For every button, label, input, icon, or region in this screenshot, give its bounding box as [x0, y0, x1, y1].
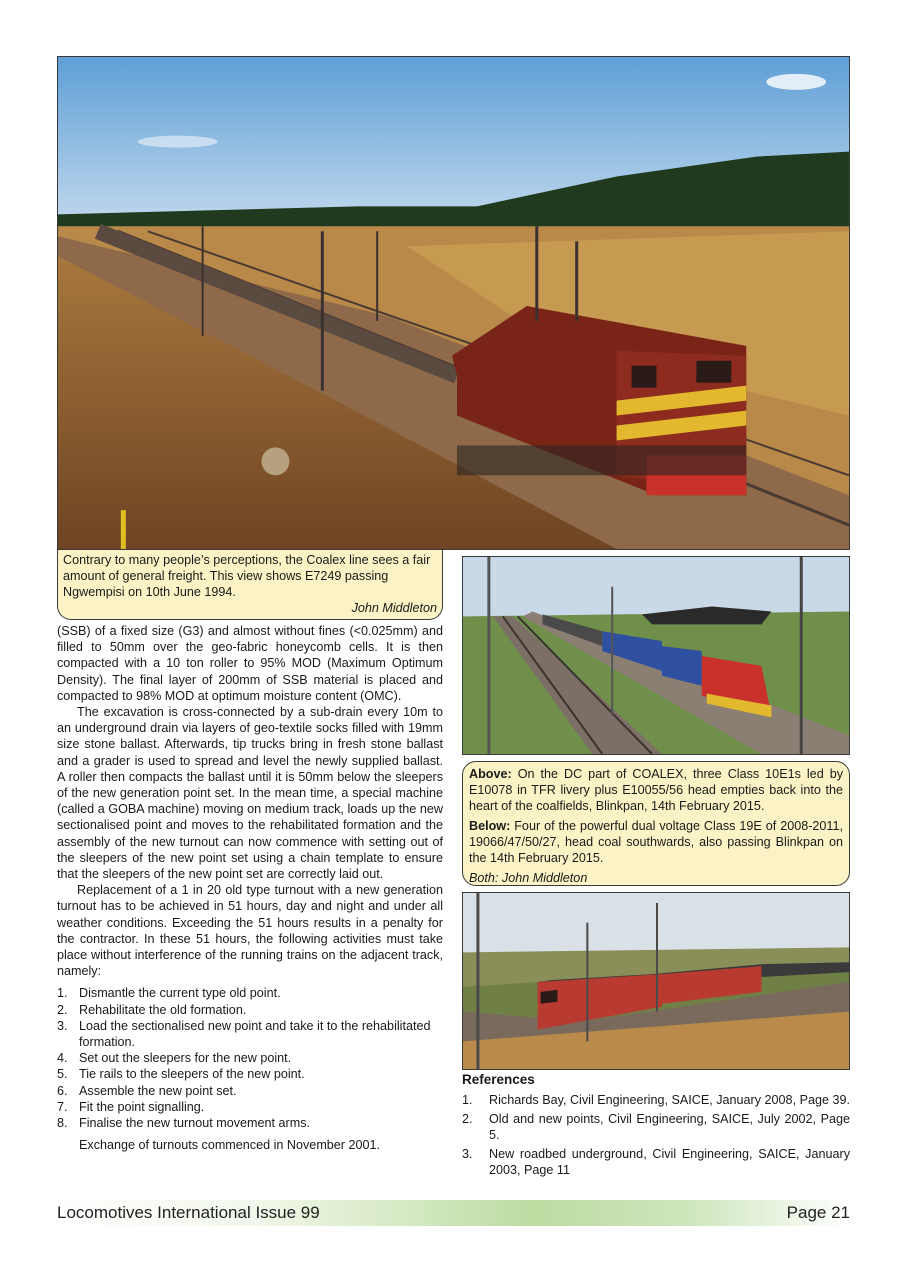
caption-right-credit: Both: John Middleton — [469, 871, 588, 885]
caption-below-text: Four of the powerful dual voltage Class 19E of 2008-2011, 19066/47/50/27, head coal southwards, also passing Blinkpan on the 14th February 2015. — [469, 819, 843, 865]
footer-page-number: Page 21 — [786, 1203, 850, 1222]
caption-below — [469, 818, 843, 866]
body-paragraph-3: Replacement of a 1 in 20 old type turnout with a new generation turnout has to be achieved in 51 hours, day and night and under all weather conditions. Exceeding the 51 hours results in a penalty for the contractor. In these 51 hours, the following activities must take place without interference of the running trains on the adjacent track, namely: — [57, 883, 443, 979]
list-item: 1. Dismantle the current type old point. — [57, 986, 281, 1001]
photo-top-right — [462, 556, 850, 755]
list-item: 3. Load the sectionalised new point and take it to the rehabilitated formation. — [57, 1018, 431, 1050]
photo-top-right-image — [463, 557, 849, 754]
caption-above-text: On the DC part of COALEX, three Class 10E1s led by E10078 in TFR livery plus E10055/56 head empties back into the heart of the coalfields, Blinkpan, 14th February 2015. — [469, 767, 843, 813]
photo-main — [57, 56, 850, 550]
list-item: 6. Assemble the new point set. — [57, 1083, 237, 1098]
body-paragraph-1: (SSB) of a fixed size (G3) and almost without fines (<0.025mm) and filled to 50mm over the geo-fabric honeycomb cells. It is then compacted with a 10 ton roller to 95% MOD (Maximum Optimum Density). The final layer of 200mm of SSB material is placed and compacted to 98% MOD at optimum moisture content (OMC). — [57, 624, 443, 703]
list-item: 7. Fit the point signalling. — [57, 1099, 205, 1114]
photo-bottom-right-image — [463, 893, 849, 1069]
caption-main-credit: John Middleton — [351, 601, 437, 615]
list-item: 4. Set out the sleepers for the new point. — [57, 1051, 292, 1066]
reference-item: 3. New roadbed underground, Civil Engineering, SAICE, January 2003, Page 11 — [462, 1147, 850, 1177]
caption-right — [462, 761, 850, 886]
caption-above — [469, 766, 843, 814]
list-item: 5. Tie rails to the sleepers of the new point. — [57, 1067, 305, 1082]
list-item: 8. Finalise the new turnout movement arms. — [57, 1116, 310, 1131]
references-list — [462, 1092, 850, 1178]
page-footer — [57, 1200, 850, 1226]
references — [462, 1072, 850, 1181]
caption-below-label: Below: — [469, 819, 511, 833]
caption-above-label: Above: — [469, 767, 512, 781]
caption-main — [57, 550, 443, 620]
article-body — [57, 623, 443, 1154]
activity-list — [57, 985, 443, 1131]
body-paragraph-2: The excavation is cross-connected by a sub-drain every 10m to an underground drain via layers of geo-textile socks filled with 19mm size stone ballast. Afterwards, tip trucks bring in fresh stone ballast and a grader is used to spread and level the newly supplied ballast. A roller then compacts the ballast until it is 50mm below the sleepers of the new generation point set. In the mean time, a special machine (called a GOBA machine) moving on medium track, loads up the new sectionalised point and moves to the rehabilitated formation and the assembly of the new turnout can now commence with setting out of the sleepers of the new point set using a chain template to ensure that the sleepers of the new point set are correctly laid out. — [57, 705, 443, 882]
reference-item: 1. Richards Bay, Civil Engineering, SAICE, January 2008, Page 39. — [462, 1093, 850, 1107]
photo-main-image — [58, 57, 849, 549]
reference-item: 2. Old and new points, Civil Engineering, SAICE, July 2002, Page 5. — [462, 1112, 850, 1142]
caption-main-text: Contrary to many people’s perceptions, the Coalex line sees a fair amount of general freight. This view shows E7249 passing Ngwempisi on 10th June 1994. — [63, 553, 431, 599]
footer-publication-title: Locomotives International Issue 99 — [57, 1203, 320, 1222]
photo-bottom-right — [462, 892, 850, 1070]
list-item: 2. Rehabilitate the old formation. — [57, 1002, 247, 1017]
body-closing: Exchange of turnouts commenced in November 2001. — [79, 1138, 381, 1153]
references-heading: References — [462, 1072, 535, 1087]
